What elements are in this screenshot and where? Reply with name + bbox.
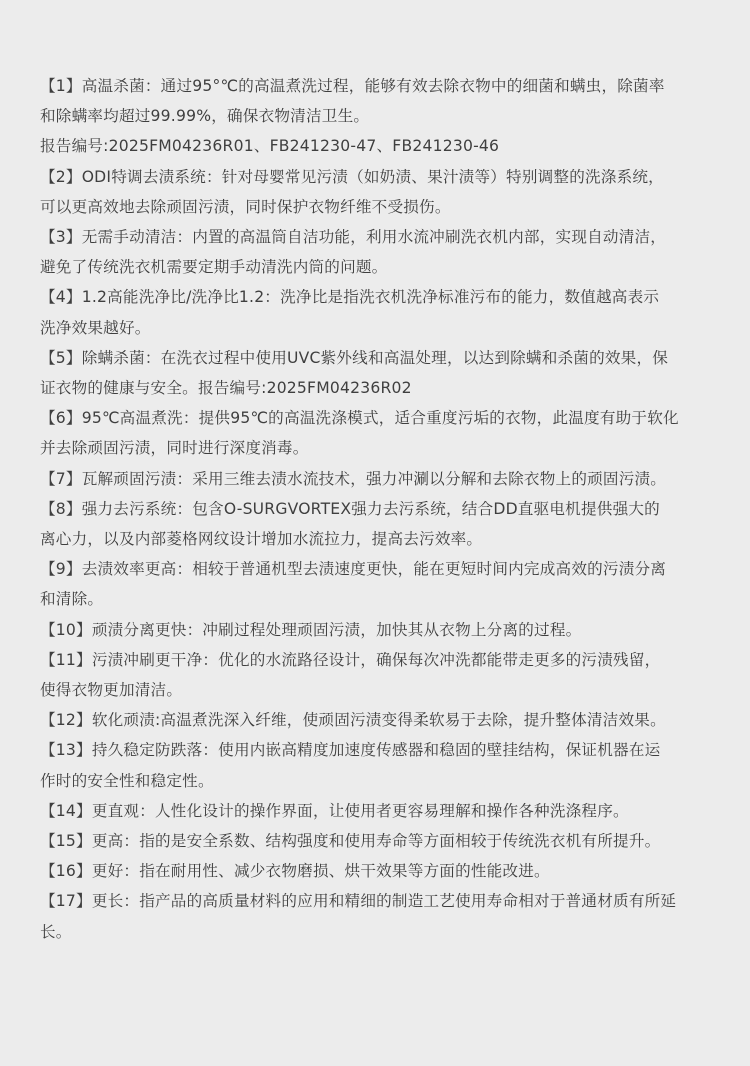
note-10: 【10】顽渍分离更快：冲刷过程处理顽固污渍，加快其从衣物上分离的过程。 (40, 620, 582, 639)
note-4: 【4】1.2高能洗净比/洗净比1.2：洗净比是指洗衣机洗净标准污布的能力，数值越高表示 洗净效果越好。 (40, 288, 660, 337)
note-16: 【16】更好：指在耐用性、减少衣物磨损、烘干效果等方面的性能改进。 (40, 862, 550, 881)
note-6: 【6】95℃高温煮洗：提供95℃的高温洗涤模式，适合重度污垢的衣物，此温度有助于软化 并去除顽固污渍，同时进行深度消毒。 (40, 409, 679, 458)
note-14: 【14】更直观：人性化设计的操作界面，让使用者更容易理解和操作各种洗涤程序。 (40, 801, 629, 820)
note-13: 【13】持久稳定防跌落：使用内嵌高精度加速度传感器和稳固的壁挂结构，保证机器在运 作时的安全性和稳定性。 (40, 741, 661, 790)
note-17: 【17】更长：指产品的高质量材料的应用和精细的制造工艺使用寿命相对于普通材质有所延 长。 (40, 892, 677, 941)
report-number-1: 报告编号:2025FM04236R01、FB241230-47、FB241230-46 (40, 137, 500, 156)
note-12: 【12】软化顽渍:高温煮洗深入纤维，使顽固污渍变得柔软易于去除，提升整体清洁效果。 (40, 711, 666, 730)
note-8: 【8】强力去污系统：包含O-SURGVORTEX强力去污系统，结合DD直驱电机提供强大的 离心力，以及内部菱格网纹设计增加水流拉力，提高去污效率。 (40, 499, 660, 549)
note-15: 【15】更高：指的是安全系数、结构强度和使用寿命等方面相较于传统洗衣机有所提升。 (40, 832, 661, 851)
note-9: 【9】去渍效率更高：相较于普通机型去渍速度更快，能在更短时间内完成高效的污渍分离 和清除。 (40, 560, 667, 609)
note-5: 【5】除螨杀菌：在洗衣过程中使用UVC紫外线和高温处理，以达到除螨和杀菌的效果，保 证衣物的健康与安全。报告编号:2025FM04236R02 (40, 348, 669, 398)
note-2: 【2】ODI特调去渍系统：针对母婴常见污渍（如奶渍、果汁渍等）特别调整的洗涤系统， 可以更高效地去除顽固污渍，同时保护衣物纤维不受损伤。 (40, 167, 664, 216)
note-1: 【1】高温杀菌：通过95°℃的高温煮洗过程，能够有效去除衣物中的细菌和螨虫，除菌率 和除螨率均超过99.99%，确保衣物清洁卫生。 (40, 77, 665, 126)
note-7: 【7】瓦解顽固污渍：采用三维去渍水流技术，强力冲涮以分解和去除衣物上的顽固污渍。 (40, 469, 667, 488)
note-11: 【11】污渍冲刷更干净：优化的水流路径设计，确保每次冲洗都能带走更多的污渍残留， 使得衣物更加清洁。 (40, 650, 661, 700)
note-3: 【3】无需手动清洁：内置的高温筒自洁功能，利用水流冲刷洗衣机内部，实现自动清洁， 避免了传统洗衣机需要定期手动清洗内筒的问题。 (40, 228, 667, 277)
